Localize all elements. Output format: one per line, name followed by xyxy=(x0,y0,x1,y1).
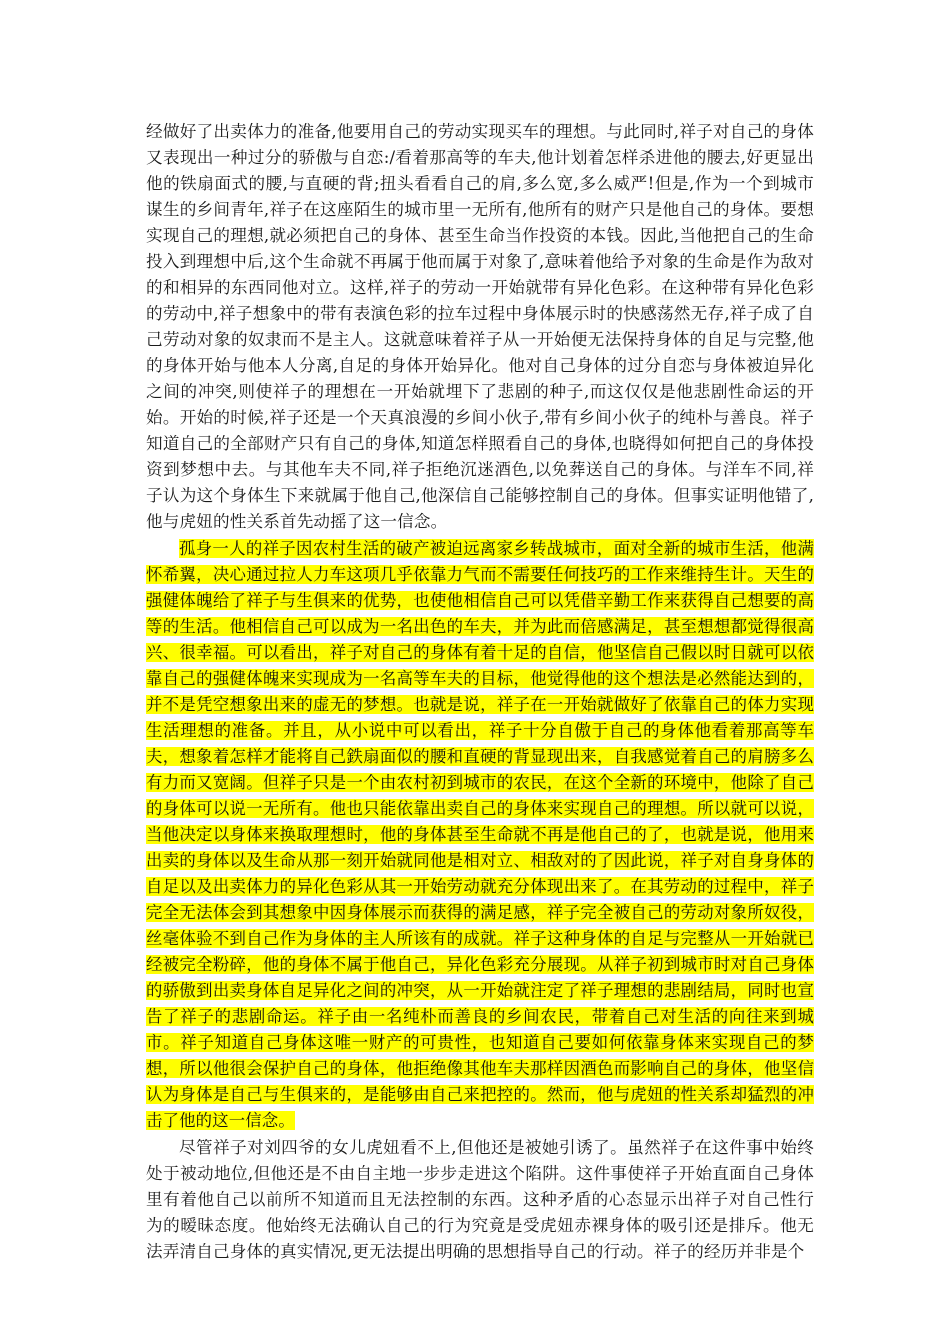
highlighted-text: 孤身一人的祥子因农村生活的破产被迫远离家乡转战城市，面对全新的城市生活，他满怀希翼，决心通过拉人力车这项几乎依靠力气而不需要任何技巧的工作来维持生计。天生的强健体魄给了祥子与生俱来的优势，也使他相信自己可以凭借辛勤工作来获得自己想要的高等的生活。他相信自己可以成为一名出色的车夫，并为此而倍感满足，甚至想想都觉得很高兴、很幸福。可以看出，祥子对自己的身体有着十足的自信，他坚信自己假以时日就可以依靠自己的强健体魄来实现成为一名高等车夫的目标，他觉得他的这个想法是必然能达到的，并不是凭空想象出来的虚无的梦想。也就是说，祥子在一开始就做好了依靠自己的体力实现生活理想的准备。并且，从小说中可以看出，祥子十分自傲于自己的身体他看着那高等车夫，想象着怎样才能将自己鉄扇面似的腰和直硬的背显现出来，自我感觉着自己的肩膀多么有力而又宽阔。但祥子只是一个由农村初到城市的农民，在这个全新的环境中，他除了自己的身体可以说一无所有。他也只能依靠出卖自己的身体来实现自己的理想。所以就可以说，当他决定以身体来换取理想时，他的身体甚至生命就不再是他自己的了，也就是说，他用来出卖的身体以及生命从那一刻开始就同他是相对立、相敌对的了因此说，祥子对自身身体的自足以及出卖体力的异化色彩从其一开始劳动就充分体现出来了。在其劳动的过程中，祥子完全无法体会到其想象中因身体展示而获得的满足感，祥子完全被自己的劳动对象所奴役，丝毫体验不到自己作为身体的主人所该有的成就。祥子这种身体的自足与完整从一开始就已经被完全粉碎，他的身体不属于他自己，异化色彩充分展现。从祥子初到城市时对自己身体的骄傲到出卖身体自足异化之间的冲突，从一开始就注定了祥子理想的悲剧结局，同时也宣告了祥子的悲剧命运。祥子由一名纯朴而善良的乡间农民，带着自己对生活的向往来到城市。祥子知道自己身体这唯一财产的可贵性，也知道自己要如何依靠身体来实现自己的梦想，所以他很会保护自己的身体，他拒绝像其他车夫那样因酒色而影响自己的身体，他坚信认为身体是自己与生俱来的，是能够由自己来把控的。然而，他与虎妞的性关系却猛烈的冲击了他的这一信念。 xyxy=(146,539,814,1130)
paragraph-body-2: 尽管祥子对刘四爷的女儿虎妞看不上,但他还是被她引诱了。虽然祥子在这件事中始终处于被动地位,但他还是不由自主地一步步走进这个陷阱。这件事使祥子开始直面自己身体里有着他自己以前所不知道而且无法控制的东西。这种矛盾的心态显示出祥子对自己性行为的暧昧态度。他始终无法确认自己的行为究竟是受虎妞赤裸身体的吸引还是排斥。他无法弄清自己身体的真实情况,更无法提出明确的思想指导自己的行动。祥子的经历并非是个 xyxy=(146,1138,814,1261)
paragraph-body-1: 经做好了出卖体力的准备,他要用自己的劳动实现买车的理想。与此同时,祥子对自己的身体又表现出一种过分的骄傲与自恋:/看着那高等的车夫,他计划着怎样杀进他的腰去,好更显出他的铁扇面式的腰,与直硬的背;扭头看看自己的肩,多么宽,多么威严!但是,作为一个到城市谋生的乡间青年,祥子在这座陌生的城市里一无所有,他所有的财产只是他自己的身体。要想实现自己的理想,就必须把自己的身体、甚至生命当作投资的本钱。因此,当他把自己的生命投入到理想中后,这个生命就不再属于他而属于对象了,意味着他给予对象的生命是作为敌对的和相异的东西同他对立。这样,祥子的劳动一开始就带有异化色彩。在这种带有异化色彩的劳动中,祥子想象中的带有表演色彩的拉车过程中身体展示时的快感荡然无存,祥子成了自己劳动对象的奴隶而不是主人。这就意味着祥子从一开始便无法保持身体的自足与完整,他的身体开始与他本人分离,自足的身体开始异化。他对自己身体的过分自恋与身体被迫异化之间的冲突,则使祥子的理想在一开始就埋下了悲剧的种子,而这仅仅是他悲剧性命运的开始。开始的时候,祥子还是一个天真浪漫的乡间小伙子,带有乡间小伙子的纯朴与善良。祥子知道自己的全部财产只有自己的身体,知道怎样照看自己的身体,也晓得如何把自己的身体投资到梦想中去。与其他车夫不同,祥子拒绝沉迷酒色,以免葬送自己的身体。与洋车不同,祥子认为这个身体生下来就属于他自己,他深信自己能够控制自己的身体。但事实证明他错了,他与虎妞的性关系首先动摇了这一信念。 xyxy=(146,122,814,531)
document-body xyxy=(146,119,814,1265)
paragraph-highlighted xyxy=(146,536,814,1134)
